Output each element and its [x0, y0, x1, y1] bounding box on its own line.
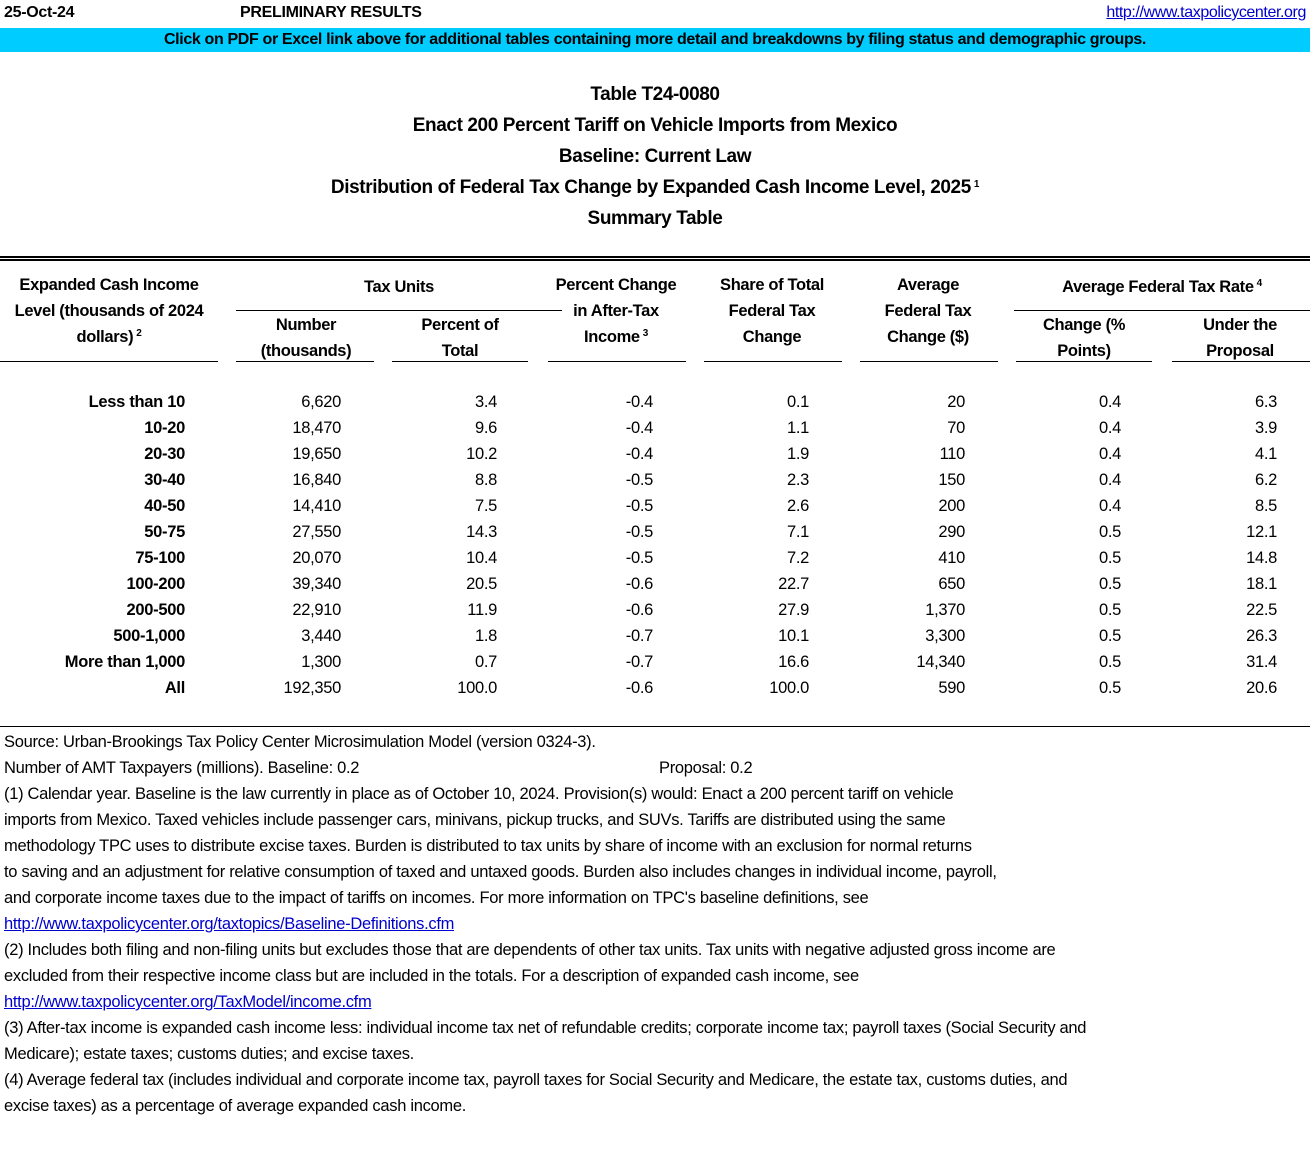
after-tax-income-change-cell: -0.6: [625, 679, 653, 697]
tax-units-number-cell: 22,910: [292, 601, 341, 619]
header-number: Number (thousands): [260, 316, 352, 360]
tax-rate-change-cell: 0.5: [1098, 549, 1121, 567]
footnote-3-line: Medicare); estate taxes; customs duties; and excise taxes.: [4, 1045, 414, 1063]
income-level-cell: 200-500: [126, 601, 185, 619]
footnote-1-line: and corporate income taxes due to the impact of tariffs on incomes. For more information on TPC's baseline definitions, see: [4, 889, 869, 907]
tax-rate-under-proposal-cell: 31.4: [1246, 653, 1277, 671]
average-tax-change-cell: 110: [939, 445, 965, 463]
table-row: [0, 467, 1310, 493]
tax-units-number-cell: 192,350: [283, 679, 341, 697]
footnote-1-line: to saving and an adjustment for relative consumption of taxed and untaxed goods. Burden also includes changes in individual income, payroll,: [4, 863, 997, 881]
table-row: [0, 597, 1310, 623]
income-level-cell: 40-50: [144, 497, 185, 515]
table-row: [0, 545, 1310, 571]
share-of-tax-change-cell: 16.6: [778, 653, 809, 671]
footnote-1-line: (1) Calendar year. Baseline is the law currently in place as of October 10, 2024. Provision(s) would: Enact a 200 percent tariff on vehicle: [4, 785, 954, 803]
tax-units-number-cell: 18,470: [292, 419, 341, 437]
average-tax-change-cell: 590: [938, 679, 965, 697]
header-pct-change: Percent Change in After-Tax Income $^3$: [555, 276, 677, 346]
tax-rate-under-proposal-cell: 18.1: [1246, 575, 1277, 593]
after-tax-income-change-cell: -0.4: [625, 393, 653, 411]
tax-units-percent-cell: 8.8: [474, 471, 497, 489]
tax-rate-under-proposal-cell: 4.1: [1254, 445, 1277, 463]
income-level-cell: 500-1,000: [113, 627, 185, 645]
tax-rate-under-proposal-cell: 12.1: [1246, 523, 1277, 541]
tax-rate-change-cell: 0.4: [1098, 393, 1121, 411]
tax-rate-under-proposal-cell: 3.9: [1254, 419, 1277, 437]
header-under-proposal: Under the Proposal: [1203, 316, 1277, 360]
table-row: [0, 389, 1310, 415]
info-banner: Click on PDF or Excel link above for additional tables containing more detail and breakdowns by filing status and demographic groups.: [0, 28, 1310, 52]
table-baseline: Baseline: Current Law: [558, 146, 752, 167]
tax-units-number-cell: 14,410: [292, 497, 341, 515]
average-tax-change-cell: 14,340: [916, 653, 965, 671]
header-group-rule: [236, 310, 562, 311]
header-rule: [704, 361, 842, 362]
tax-rate-change-cell: 0.5: [1098, 523, 1121, 541]
tax-rate-under-proposal-cell: 22.5: [1246, 601, 1277, 619]
header-avg-change: Average Federal Tax Change ($): [884, 276, 972, 346]
income-level-cell: 20-30: [144, 445, 185, 463]
table-row: [0, 623, 1310, 649]
header-group-rule: [1014, 310, 1310, 311]
tax-rate-change-cell: 0.4: [1098, 419, 1121, 437]
table-subtitle: Summary Table: [587, 208, 723, 229]
share-of-tax-change-cell: 2.3: [786, 471, 809, 489]
income-level-cell: More than 1,000: [64, 653, 185, 671]
footnote-ref-1: 1: [973, 179, 980, 190]
header-avg-rate: Average Federal Tax Rate $^4$: [1062, 278, 1262, 296]
tax-units-number-cell: 1,300: [301, 653, 341, 671]
table-row: [0, 675, 1310, 701]
table-title: Enact 200 Percent Tariff on Vehicle Imports from Mexico: [412, 115, 898, 136]
share-of-tax-change-cell: 1.1: [786, 419, 809, 437]
table-distribution-title: Distribution of Federal Tax Change by Expanded Cash Income Level, 2025 $^1$: [330, 177, 980, 198]
table-row: [0, 415, 1310, 441]
average-tax-change-cell: 20: [947, 393, 965, 411]
table-titles: [0, 82, 1310, 237]
preliminary-label: PRELIMINARY RESULTS: [240, 4, 422, 21]
table-row: [0, 493, 1310, 519]
table-row: [0, 571, 1310, 597]
tax-units-percent-cell: 1.8: [474, 627, 497, 645]
after-tax-income-change-cell: -0.6: [625, 601, 653, 619]
header-income-level: Expanded Cash Income Level (thousands of 2024 dollars) $^2$: [14, 276, 204, 346]
tax-rate-change-cell: 0.4: [1098, 497, 1121, 515]
footnote-1-line: imports from Mexico. Taxed vehicles include passenger cars, minivans, pickup trucks, and SUVs. Tariffs are distributed using the same: [4, 811, 946, 829]
tax-rate-under-proposal-cell: 14.8: [1246, 549, 1277, 567]
tax-rate-change-cell: 0.4: [1098, 471, 1121, 489]
header-rule: [236, 361, 374, 362]
average-tax-change-cell: 150: [938, 471, 965, 489]
footnote-2-line: (2) Includes both filing and non-filing units but excludes those that are dependents of other tax units. Tax units with negative adjusted gross income are: [4, 941, 1056, 959]
share-of-tax-change-cell: 0.1: [786, 393, 809, 411]
income-level-cell: 75-100: [135, 549, 185, 567]
tpc-home-link[interactable]: http://www.taxpolicycenter.org: [1106, 4, 1306, 21]
tax-units-percent-cell: 7.5: [474, 497, 497, 515]
header-rule: [860, 361, 998, 362]
header-rule: [1172, 361, 1310, 362]
header-share: Share of Total Federal Tax Change: [720, 276, 824, 346]
tax-units-percent-cell: 11.9: [467, 601, 497, 619]
average-tax-change-cell: 650: [938, 575, 965, 593]
tax-rate-change-cell: 0.4: [1098, 445, 1121, 463]
income-level-cell: 30-40: [144, 471, 185, 489]
share-of-tax-change-cell: 100.0: [769, 679, 809, 697]
tax-rate-under-proposal-cell: 26.3: [1246, 627, 1277, 645]
tax-units-percent-cell: 10.2: [466, 445, 497, 463]
tax-rate-change-cell: 0.5: [1098, 679, 1121, 697]
after-tax-income-change-cell: -0.5: [625, 497, 653, 515]
share-of-tax-change-cell: 27.9: [778, 601, 809, 619]
tax-units-percent-cell: 100.0: [457, 679, 497, 697]
tax-units-percent-cell: 10.4: [466, 549, 497, 567]
header-rule: [1016, 361, 1152, 362]
header-percent: Percent of Total: [421, 316, 499, 360]
income-level-cell: Less than 10: [88, 393, 185, 411]
report-date: 25-Oct-24: [4, 4, 75, 21]
baseline-definitions-link[interactable]: http://www.taxpolicycenter.org/taxtopics/Baseline-Definitions.cfm: [4, 915, 455, 933]
header-rate-change: Change (% Points): [1042, 316, 1126, 360]
header-rule: [0, 361, 218, 362]
income-definition-link[interactable]: http://www.taxpolicycenter.org/TaxModel/income.cfm: [4, 993, 372, 1011]
table-bottom-rule: [0, 726, 1310, 727]
table-row: [0, 649, 1310, 675]
share-of-tax-change-cell: 22.7: [778, 575, 809, 593]
footnote-4-line: excise taxes) as a percentage of average expanded cash income.: [4, 1097, 467, 1115]
footnote-3-line: (3) After-tax income is expanded cash income less: individual income tax net of refundable credits; corporate income tax; payroll taxes (Social Security and: [4, 1019, 1087, 1037]
tax-units-number-cell: 16,840: [292, 471, 341, 489]
share-of-tax-change-cell: 7.1: [786, 523, 809, 541]
after-tax-income-change-cell: -0.5: [625, 471, 653, 489]
share-of-tax-change-cell: 2.6: [786, 497, 809, 515]
tax-units-number-cell: 3,440: [301, 627, 341, 645]
after-tax-income-change-cell: -0.4: [625, 445, 653, 463]
tax-units-percent-cell: 3.4: [474, 393, 497, 411]
footnote-1-line: methodology TPC uses to distribute excise taxes. Burden is distributed to tax units by share of income with an exclusion for normal returns: [4, 837, 972, 855]
after-tax-income-change-cell: -0.7: [625, 653, 653, 671]
tax-units-percent-cell: 14.3: [466, 523, 497, 541]
after-tax-income-change-cell: -0.5: [625, 523, 653, 541]
after-tax-income-change-cell: -0.6: [625, 575, 653, 593]
header-rule: [392, 361, 528, 362]
footnote-4-line: (4) Average federal tax (includes individual and corporate income tax, payroll taxes for Social Security and Medicare, the estate tax, customs duties, and: [4, 1071, 1068, 1089]
income-level-cell: 10-20: [144, 419, 185, 437]
tax-rate-under-proposal-cell: 20.6: [1246, 679, 1277, 697]
tax-units-number-cell: 39,340: [292, 575, 341, 593]
share-of-tax-change-cell: 10.1: [778, 627, 809, 645]
average-tax-change-cell: 70: [947, 419, 965, 437]
source-note: Source: Urban-Brookings Tax Policy Center Microsimulation Model (version 0324-3).: [4, 733, 596, 751]
table-row: [0, 519, 1310, 545]
table-id: Table T24-0080: [590, 84, 720, 105]
tax-rate-under-proposal-cell: 6.2: [1254, 471, 1277, 489]
income-level-cell: All: [164, 679, 185, 697]
income-level-cell: 50-75: [144, 523, 185, 541]
average-tax-change-cell: 290: [938, 523, 965, 541]
tax-rate-change-cell: 0.5: [1098, 653, 1121, 671]
tax-units-percent-cell: 9.6: [474, 419, 497, 437]
share-of-tax-change-cell: 7.2: [786, 549, 809, 567]
footnotes: [4, 729, 1304, 1119]
income-level-cell: 100-200: [126, 575, 185, 593]
tax-rate-under-proposal-cell: 6.3: [1254, 393, 1277, 411]
tax-rate-change-cell: 0.5: [1098, 575, 1121, 593]
tax-units-percent-cell: 20.5: [466, 575, 497, 593]
footnote-2-line: excluded from their respective income class but are included in the totals. For a description of expanded cash income, see: [4, 967, 859, 985]
header-rule: [548, 361, 686, 362]
tax-units-number-cell: 27,550: [292, 523, 341, 541]
after-tax-income-change-cell: -0.4: [625, 419, 653, 437]
after-tax-income-change-cell: -0.7: [625, 627, 653, 645]
tax-rate-change-cell: 0.5: [1098, 627, 1121, 645]
average-tax-change-cell: 3,300: [925, 627, 965, 645]
average-tax-change-cell: 410: [938, 549, 965, 567]
tax-units-percent-cell: 0.7: [474, 653, 497, 671]
amt-note: Number of AMT Taxpayers (millions). Baseline: 0.2 Proposal: 0.2: [4, 759, 753, 777]
tax-units-number-cell: 20,070: [292, 549, 341, 567]
tax-units-number-cell: 19,650: [292, 445, 341, 463]
tax-rate-under-proposal-cell: 8.5: [1254, 497, 1277, 515]
header-top-rule: [0, 256, 1310, 261]
average-tax-change-cell: 1,370: [925, 601, 965, 619]
tax-rate-change-cell: 0.5: [1098, 601, 1121, 619]
average-tax-change-cell: 200: [938, 497, 965, 515]
header-tax-units: Tax Units: [364, 278, 434, 296]
table-row: [0, 441, 1310, 467]
share-of-tax-change-cell: 1.9: [786, 445, 809, 463]
tax-units-number-cell: 6,620: [301, 393, 341, 411]
after-tax-income-change-cell: -0.5: [625, 549, 653, 567]
